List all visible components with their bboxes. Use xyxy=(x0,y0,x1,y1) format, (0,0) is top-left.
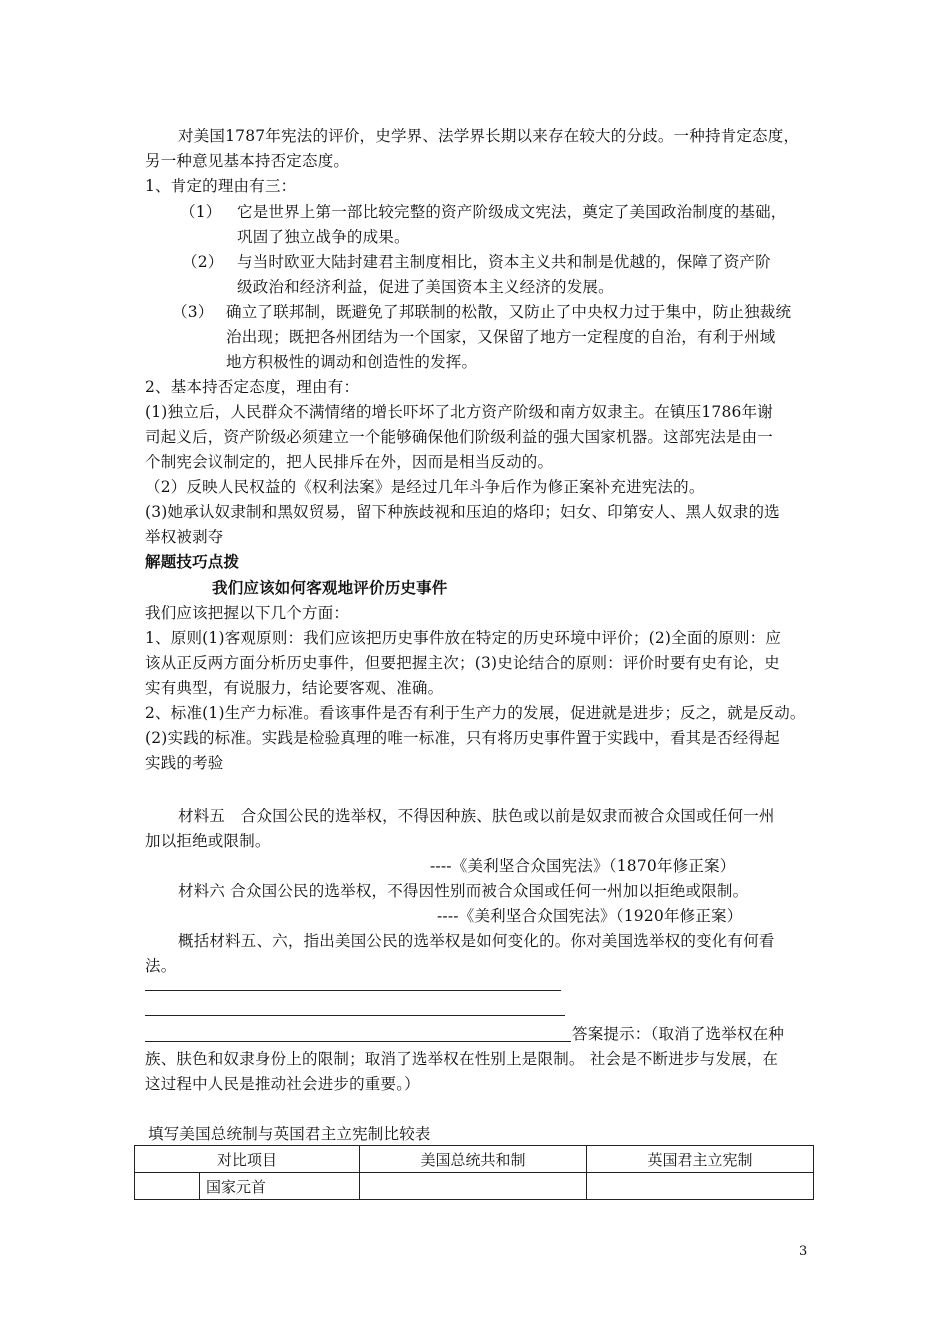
material-5-line-1: 材料五 合众国公民的选举权，不得因种族、肤色或以前是奴隶而被合众国或任何一州 xyxy=(178,807,775,825)
answer-hint-line-3: 这过程中人民是推动社会进步的重要。） xyxy=(145,1075,420,1093)
reason-2-line-2: 级政治和经济利益，促进了美国资本主义经济的发展。 xyxy=(237,278,614,296)
cell-uk-head-of-state[interactable] xyxy=(587,1173,814,1200)
reason-2-number: （2） xyxy=(182,253,224,271)
answer-hint-line-2: 族、肤色和奴隶身份上的限制；取消了选举权在性别上是限制。 社会是不断进步与发展，在 xyxy=(145,1050,779,1068)
negative-3-line-2: 举权被剥夺 xyxy=(145,528,224,546)
principle-line-3: 实有典型，有说服力，结论要客观、准确。 xyxy=(145,679,444,697)
comparison-table xyxy=(134,1145,814,1200)
material-6-source: ----《美利坚合众国宪法》（1920年修正案） xyxy=(437,907,743,925)
negative-heading: 2、基本持否定态度，理由有： xyxy=(145,378,360,396)
negative-2: （2）反映人民权益的《权利法案》是经过几年斗争后作为修正案补充进宪法的。 xyxy=(145,478,705,496)
reason-3-line-3: 地方积极性的调动和创造性的发挥。 xyxy=(226,353,478,371)
reason-1-line-1: 它是世界上第一部比较完整的资产阶级成文宪法，奠定了美国政治制度的基础， xyxy=(237,203,787,221)
positive-heading: 1、肯定的理由有三： xyxy=(145,177,297,195)
reason-2-line-1: 与当时欧亚大陆封建君主制度相比，资本主义共和制是优越的，保障了资产阶 xyxy=(237,253,771,271)
tips-label: 解题技巧点拨 xyxy=(145,552,240,571)
answer-hint-line-1: 答案提示：（取消了选举权在种 xyxy=(572,1025,785,1043)
tips-title: 我们应该如何客观地评价历史事件 xyxy=(212,578,448,597)
principle-line-2: 该从正反两方面分析历史事件，但要把握主次；(3)史论结合的原则：评价时要有史有论，史 xyxy=(145,654,780,672)
answer-blank-line-2 xyxy=(145,1015,565,1016)
standard-line-3: 实践的考验 xyxy=(145,754,224,772)
intro-line-1: 对美国1787年宪法的评价，史学界、法学界长期以来存在较大的分歧。一种持肯定态度， xyxy=(178,127,800,145)
reason-3-line-2: 治出现；既把各州团结为一个国家，又保留了地方一定程度的自治，有利于州域 xyxy=(226,328,776,346)
standard-line-2: (2)实践的标准。实践是检验真理的唯一标准，只有将历史事件置于实践中，看其是否经得起 xyxy=(145,729,780,747)
reason-3-line-1: 确立了联邦制，既避免了邦联制的松散，又防止了中央权力过于集中，防止独裁统 xyxy=(226,303,792,321)
reason-1-number: （1） xyxy=(180,203,222,221)
negative-1-line-3: 个制宪会议制定的，把人民排斥在外，因而是相当反动的。 xyxy=(145,453,554,471)
material-5-source: ----《美利坚合众国宪法》（1870年修正案） xyxy=(430,857,736,875)
question-line-2: 法。 xyxy=(145,957,177,975)
answer-blank-line-1 xyxy=(145,990,561,991)
page-number: 3 xyxy=(799,1244,808,1259)
row-label-head-of-state: 国家元首 xyxy=(200,1173,360,1200)
negative-1-line-2: 司起义后，资产阶级必须建立一个能够确保他们阶级利益的强大国家机器。这部宪法是由一 xyxy=(145,428,774,446)
header-uk: 英国君主立宪制 xyxy=(587,1146,814,1173)
table-header-row xyxy=(135,1146,814,1173)
negative-3-line-1: (3)她承认奴隶制和黑奴贸易，留下种族歧视和压迫的烙印；妇女、印第安人、黑人奴隶的选 xyxy=(145,503,780,521)
material-5-line-2: 加以拒绝或限制。 xyxy=(145,832,271,850)
table-row xyxy=(135,1173,814,1200)
answer-blank-line-3 xyxy=(145,1041,571,1042)
reason-1-line-2: 巩固了独立战争的成果。 xyxy=(237,228,410,246)
table-caption: 填写美国总统制与英国君主立宪制比较表 xyxy=(148,1125,431,1143)
standard-line-1: 2、标准(1)生产力标准。看该事件是否有利于生产力的发展，促进就是进步；反之，就是反动。 xyxy=(145,704,806,722)
reason-3-number: （3） xyxy=(172,303,214,321)
principle-line-1: 1、原则(1)客观原则：我们应该把历史事件放在特定的历史环境中评价；(2)全面的原则：应 xyxy=(145,629,782,647)
negative-1-line-1: (1)独立后，人民群众不满情绪的增长吓坏了北方资产阶级和南方奴隶主。在镇压1786年谢 xyxy=(145,403,774,421)
header-item: 对比项目 xyxy=(135,1146,360,1173)
cell-us-head-of-state[interactable] xyxy=(360,1173,587,1200)
row-group-cell xyxy=(135,1173,200,1200)
tips-lead: 我们应该把握以下几个方面： xyxy=(145,604,350,622)
question-line-1: 概括材料五、六，指出美国公民的选举权是如何变化的。你对美国选举权的变化有何看 xyxy=(178,932,775,950)
material-6: 材料六 合众国公民的选举权，不得因性别而被合众国或任何一州加以拒绝或限制。 xyxy=(178,882,749,900)
intro-line-2: 另一种意见基本持否定态度。 xyxy=(145,152,350,170)
header-us: 美国总统共和制 xyxy=(360,1146,587,1173)
